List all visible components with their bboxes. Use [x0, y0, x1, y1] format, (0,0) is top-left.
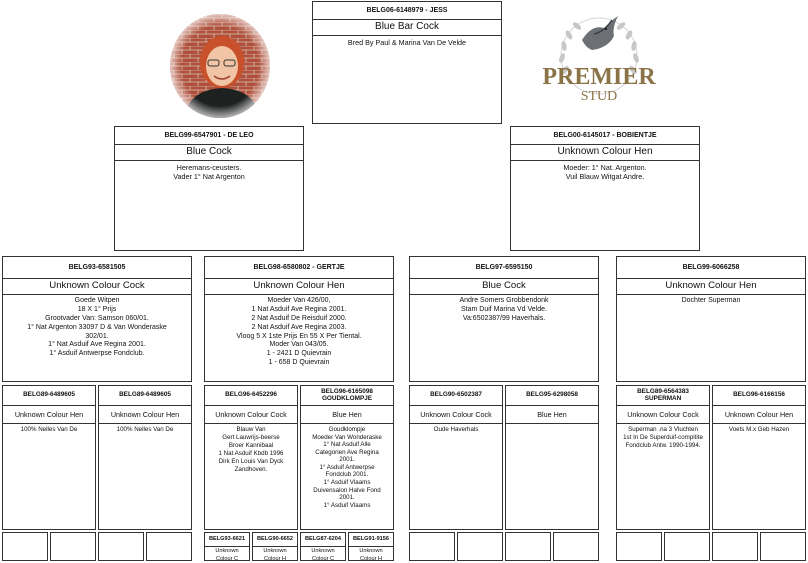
grandparent-color: Unknown Colour Hen	[205, 279, 393, 295]
ggp-ring: BELG89-6489605	[3, 386, 95, 406]
grandparent-ring: BELG98-6580802 - GERTJE	[205, 257, 393, 279]
grandparent-desc-line: 1° Nat Asduif Ave Regina 2001.	[48, 341, 146, 349]
sire-desc-line: Heremans-ceusters.	[176, 163, 242, 172]
great-grandparent-card	[300, 385, 394, 530]
ggp-desc-line: 1° Asduif Antwerpse	[319, 463, 375, 471]
ggp-desc-line: 100% Nelles Van De	[20, 426, 78, 433]
g4-ring: BELG91-9156	[349, 533, 393, 547]
grandparent-desc-line: Vloog 5 X 1ste Prijs En 55 X Per Tiental.	[236, 332, 362, 340]
ggp-desc-line: 1° Asduif Vlaams	[323, 501, 371, 509]
g4-empty-box	[664, 532, 710, 561]
g4-color-line: Unknown	[263, 548, 287, 555]
dam-ring: BELG00-6145017 - BOBIENTJE	[511, 127, 699, 145]
great-grandparent-card	[204, 385, 298, 530]
breeder-photo	[170, 14, 270, 118]
ggp-desc-line: 100% Nelles Van De	[116, 426, 174, 433]
g4-color-line: Colour H	[359, 555, 383, 561]
grandparent-ring: BELG93-6581505	[3, 257, 191, 279]
grandparent-desc-line: 1 Nat Asduif Ave Regina 2001.	[251, 305, 347, 313]
dam-desc-line: Moeder: 1° Nat. Argenton.	[563, 163, 647, 172]
g4-empty-box	[712, 532, 758, 561]
g4-empty-box	[457, 532, 503, 561]
ggp-color: Unknown Colour Cock	[617, 406, 709, 424]
g4-color-line: Colour H	[263, 555, 287, 561]
ggp-ring: BELG96-6166156	[713, 386, 805, 406]
grandparent-desc-line: 1° Asduif Antwerpse Fondclub.	[49, 350, 145, 358]
ggp-desc-line: Duivensalon Halve Fond	[313, 486, 381, 494]
logo-word-stud: STUD	[580, 89, 618, 104]
grandparent-color: Blue Cock	[410, 279, 598, 295]
grandparent-desc-line: Moder Van 043/05.	[269, 341, 329, 349]
ggp-ring: BELG90-6502387	[410, 386, 502, 406]
great-grandparent-card	[505, 385, 599, 530]
g4-card	[252, 532, 298, 561]
dam-card	[510, 126, 700, 251]
grandparent-ring: BELG97-6595150	[410, 257, 598, 279]
g4-color-line: Unknown	[215, 548, 239, 555]
ggp-desc-line: Broer Kannibaal	[228, 441, 274, 449]
sire-color: Blue Cock	[115, 145, 303, 161]
ggp-ring: BELG89-6489605	[99, 386, 191, 406]
g4-color-line: Colour C	[215, 555, 239, 561]
grandparent-desc-line: 18 X 1° Prijs	[77, 305, 117, 313]
ggp-desc-line: Moeder Van Wonderaske	[312, 433, 382, 441]
subject-color: Blue Bar Cock	[313, 20, 501, 36]
sire-desc-line: Vader 1° Nat Argenton	[173, 172, 245, 182]
subject-ring: BELG06-6148979 - JESS	[313, 2, 501, 20]
ggp-ring: BELG96-6165098 GOUDKLOMPJE	[301, 386, 393, 406]
g4-empty-box	[146, 532, 192, 561]
grandparent-desc-line: 2 Nat Asduif De Reisduif 2000.	[251, 314, 347, 322]
ggp-desc-line: 1° Asduif Vlaams	[323, 478, 371, 486]
grandparent-desc-line: Va:6502387/99 Haverhals.	[462, 314, 546, 322]
ggp-desc-line: 2001.	[339, 494, 355, 502]
sire-ring: BELG99-6547901 - DE LEO	[115, 127, 303, 145]
ggp-desc-line: Gert Lauwrijs-beerse	[222, 433, 280, 441]
g4-color-line: Colour C	[311, 555, 335, 561]
g4-color-line: Unknown	[359, 548, 383, 555]
grandparent-desc-line: 302/01.	[85, 332, 109, 340]
ggp-color: Blue Hen	[301, 406, 393, 424]
g4-empty-box	[2, 532, 48, 561]
g4-ring: BELG93-6621	[205, 533, 249, 547]
ggp-color: Unknown Colour Hen	[713, 406, 805, 424]
grandparent-color: Unknown Colour Cock	[3, 279, 191, 295]
ggp-desc-line: Voets M.x Geb Hazen	[728, 426, 790, 433]
grandparent-card	[2, 256, 192, 382]
great-grandparent-card	[409, 385, 503, 530]
ggp-color: Unknown Colour Cock	[205, 406, 297, 424]
grandparent-desc-line: Grootvader Van: Samson 060/01.	[45, 314, 149, 322]
g4-card	[204, 532, 250, 561]
ggp-ring: BELG95-6298058	[506, 386, 598, 406]
grandparent-desc-line: 1° Nat Argenton 33097 D & Van Wonderaske	[27, 323, 167, 331]
ggp-desc-line: 2001.	[339, 456, 355, 464]
grandparent-ring: BELG99-6066258	[617, 257, 805, 279]
g4-empty-box	[553, 532, 599, 561]
ggp-color: Unknown Colour Cock	[410, 406, 502, 424]
logo-word-premier: PREMIER	[542, 64, 656, 90]
great-grandparent-card	[98, 385, 192, 530]
laurel-pigeon-icon	[532, 10, 666, 114]
g4-empty-box	[98, 532, 144, 561]
great-grandparent-card	[712, 385, 806, 530]
ggp-ring: BELG89-6564383 SUPERMAN	[617, 386, 709, 406]
ggp-color: Unknown Colour Hen	[99, 406, 191, 424]
grandparent-desc-line: Andre Somers Grobbendonk	[459, 297, 549, 304]
grandparent-desc-line: 1 - 2421 D Quievrain	[266, 350, 332, 358]
ggp-color: Unknown Colour Hen	[3, 406, 95, 424]
ggp-desc-line: Goudklompje	[328, 426, 366, 433]
g4-empty-box	[760, 532, 806, 561]
great-grandparent-card	[616, 385, 710, 530]
g4-color-line: Unknown	[311, 548, 335, 555]
ggp-desc-line: Fondclub 2001.	[325, 471, 369, 479]
ggp-ring: BELG96-6452296	[205, 386, 297, 406]
dam-color: Unknown Colour Hen	[511, 145, 699, 161]
grandparent-desc-line: Dochter Superman	[681, 297, 741, 304]
grandparent-desc-line: Goede Witpen	[74, 297, 120, 304]
grandparent-desc-line: Moeder Van 426/00,	[267, 297, 331, 304]
ggp-desc-line: Zandhoven.	[234, 465, 268, 473]
subject-desc-line: Bred By Paul & Marina Van De Velde	[347, 38, 467, 47]
ggp-color: Blue Hen	[506, 406, 598, 424]
ggp-desc-line: 1st In De Superduif-compitite	[623, 433, 703, 441]
g4-empty-box	[616, 532, 662, 561]
premier-stud-logo	[532, 10, 666, 114]
ggp-desc-line: Oude Haverhals	[433, 426, 479, 433]
grandparent-desc-line: Stam Duif Marina Vd Velde.	[461, 305, 547, 313]
ggp-desc-line: Blauw Van	[236, 426, 266, 433]
ggp-desc-line: 1° Nat Asduif Alle	[323, 441, 371, 449]
ggp-desc-line: 1 Nat Asduif Kbdb 1996	[218, 449, 284, 457]
g4-card	[348, 532, 394, 561]
g4-ring: BELG87-6204	[301, 533, 345, 547]
g4-ring: BELG90-6652	[253, 533, 297, 547]
g4-empty-box	[409, 532, 455, 561]
grandparent-card	[616, 256, 806, 382]
subject-card	[312, 1, 502, 124]
dam-desc-line: Vuil Blauw Witgat Andre.	[565, 172, 645, 182]
grandparent-desc-line: 2 Nat Asduif Ave Regina 2003.	[251, 323, 347, 331]
sire-card	[114, 126, 304, 251]
g4-card	[300, 532, 346, 561]
breeder-portrait	[170, 14, 270, 118]
great-grandparent-card	[2, 385, 96, 530]
ggp-desc-line: Categorien Ave Regina	[315, 448, 379, 456]
grandparent-desc-line: 1 - 658 D Quievrain	[268, 359, 330, 367]
g4-empty-box	[50, 532, 96, 561]
grandparent-card	[409, 256, 599, 382]
g4-empty-box	[505, 532, 551, 561]
grandparent-card	[204, 256, 394, 382]
ggp-desc-line: Superman .na 3 Vluchten	[628, 426, 698, 433]
ggp-desc-line: Fondclub Antw. 1990-1994.	[625, 441, 701, 449]
grandparent-color: Unknown Colour Hen	[617, 279, 805, 295]
ggp-desc-line: Dirk En Louis Van Dyck	[218, 457, 284, 465]
